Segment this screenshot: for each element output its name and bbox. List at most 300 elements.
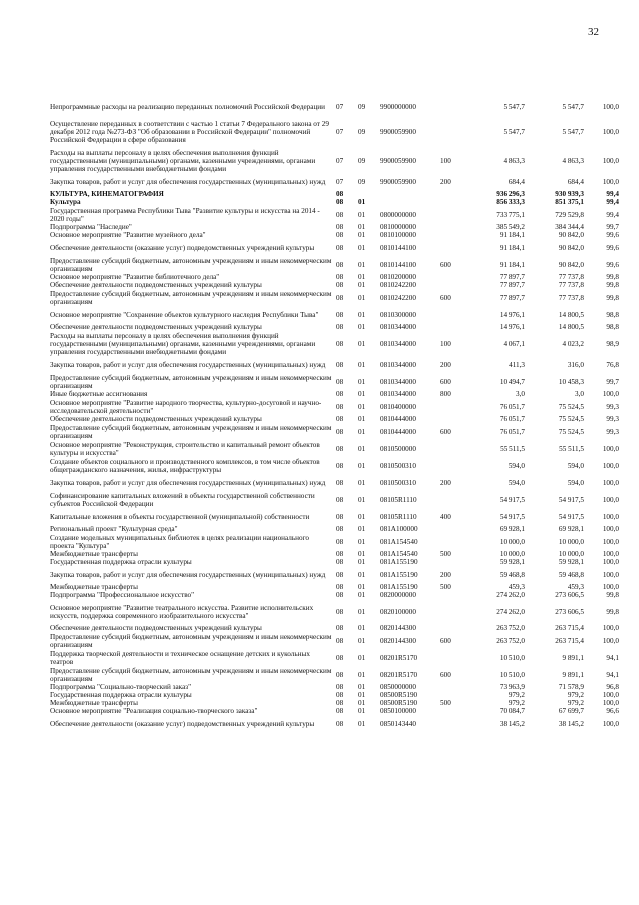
row-target-article: 0810444000 [380, 427, 416, 436]
row-execution-percent: 100,0 [602, 461, 619, 470]
row-section-code: 07 [336, 103, 344, 111]
row-section-code: 08 [336, 653, 344, 662]
row-name: Основное мероприятие "Реконструкция, строительство и капитальный ремонт объектов культуры и искусства" [50, 440, 320, 457]
row-execution-percent: 96,8 [606, 683, 619, 691]
row-section-code: 08 [336, 550, 344, 558]
row-executed-amount: 10 000,0 [558, 550, 584, 558]
table-row [50, 649, 619, 666]
row-target-article: 0820100000 [380, 607, 416, 616]
row-executed-amount: 10 000,0 [558, 537, 584, 546]
row-target-article: 0810000000 [380, 223, 416, 231]
row-execution-percent: 100,0 [602, 512, 619, 521]
row-execution-percent: 100,0 [602, 525, 619, 533]
row-execution-percent: 100,0 [602, 570, 619, 579]
row-execution-percent: 98,8 [606, 323, 619, 331]
row-target-article: 08500R5190 [380, 691, 418, 699]
row-section-code: 08 [336, 683, 344, 691]
table-row [50, 281, 619, 289]
row-executed-amount: 90 842,0 [558, 260, 584, 269]
row-name: Создание модельных муниципальных библиотек в целях реализации национального проекта "Культура" [50, 533, 309, 550]
row-name: Обеспечение деятельности (оказание услуг) подведомственных учреждений культуры [50, 243, 315, 252]
page-number: 32 [588, 26, 599, 38]
row-expense-type [440, 190, 466, 198]
table-row [50, 632, 619, 649]
table-row [50, 323, 619, 331]
row-section-code: 07 [336, 127, 344, 136]
row-section-code: 08 [336, 525, 344, 533]
row-section-code: 08 [336, 223, 344, 231]
row-executed-amount: 75 524,5 [558, 402, 584, 411]
row-name: Основное мероприятие "Сохранение объектов культурного наследия Республики Тыва" [50, 310, 319, 319]
row-planned-amount: 59 928,1 [499, 558, 525, 566]
row-section-code: 08 [336, 558, 344, 566]
row-name: Межбюджетные трансферты [50, 699, 138, 707]
row-expense-type [440, 715, 466, 732]
row-target-article: 9900059900 [380, 156, 416, 165]
row-target-article: 0810344000 [380, 339, 416, 348]
table-row [50, 583, 619, 591]
row-subsection-code: 01 [358, 281, 366, 289]
row-planned-amount: 76 051,7 [499, 427, 525, 436]
row-subsection-code: 01 [358, 461, 366, 470]
row-name: Обеспечение деятельности подведомственных учреждений культуры [50, 323, 262, 331]
row-subsection-code: 01 [358, 591, 366, 599]
table-row [50, 699, 619, 707]
row-name: Расходы на выплаты персоналу в целях обеспечения выполнения функций государственными (муниципальными) органами, казенными учреждениями, органами управления государственными внебюджетными фондами [50, 148, 316, 173]
row-executed-amount: 10 458,3 [558, 377, 584, 386]
row-expense-type [440, 707, 466, 715]
row-planned-amount: 274 262,0 [496, 607, 525, 616]
row-execution-percent: 100,0 [602, 537, 619, 546]
row-executed-amount: 77 737,8 [558, 293, 584, 302]
row-name: Межбюджетные трансферты [50, 583, 138, 591]
row-executed-amount: 69 928,1 [558, 525, 584, 533]
table-row [50, 558, 619, 566]
table-row [50, 423, 619, 440]
table-row [50, 624, 619, 632]
row-name: Капитальные вложения в объекты государственной (муниципальной) собственности [50, 512, 310, 521]
row-execution-percent: 100,0 [602, 127, 619, 136]
row-expense-type [440, 415, 466, 423]
row-section-code: 08 [336, 190, 344, 198]
row-execution-percent: 99,3 [606, 427, 619, 436]
row-execution-percent: 100,0 [602, 699, 619, 707]
row-target-article [380, 190, 440, 198]
row-section-code: 08 [336, 461, 344, 470]
row-target-article: 081A155190 [380, 558, 418, 566]
row-name: Расходы на выплаты персоналу в целях обеспечения выполнения функций государственными (муниципальными) органами, казенными учреждениями, органами управления государственными внебюджетными фондами [50, 331, 316, 356]
table-row [50, 691, 619, 699]
row-name: Осуществление переданных в соответствии с частью 1 статьи 7 Федерального закона от 29 декабря 2012 года №273-ФЗ "Об образовании в Российской Федерации" полномочий Российской Федерации в сфере образования [50, 119, 329, 144]
row-planned-amount: 4 863,3 [503, 156, 525, 165]
row-target-article: 0810242200 [380, 281, 416, 289]
row-target-article: 0850000000 [380, 683, 416, 691]
row-subsection-code: 01 [358, 719, 366, 728]
row-expense-type [440, 591, 466, 599]
row-planned-amount: 3,0 [516, 390, 525, 398]
row-planned-amount: 10 000,0 [499, 537, 525, 546]
row-planned-amount: 70 084,7 [499, 707, 525, 715]
table-row [50, 190, 619, 198]
row-name: Иные бюджетные ассигнования [50, 390, 148, 398]
table-row [50, 373, 619, 390]
row-executed-amount: 71 578,9 [558, 683, 584, 691]
row-name: Предоставление субсидий бюджетным, автономным учреждениям и иным некоммерческим организациям [50, 632, 332, 649]
row-planned-amount: 10 000,0 [499, 550, 525, 558]
table-row [50, 198, 619, 206]
table-row [50, 115, 619, 148]
row-expense-type [440, 558, 466, 566]
row-subsection-code: 01 [358, 444, 366, 453]
row-planned-amount: 14 976,1 [499, 310, 525, 319]
row-name: Предоставление субсидий бюджетным, автономным учреждениям и иным некоммерческим организациям [50, 256, 332, 273]
row-executed-amount: 594,0 [567, 478, 584, 487]
row-subsection-code: 01 [358, 402, 366, 411]
row-target-article: 0850143440 [380, 719, 416, 728]
row-name: Государственная программа Республики Тыва "Развитие культуры и искусства на 2014 - 2020 годы" [50, 206, 320, 223]
row-subsection-code: 09 [358, 127, 366, 136]
row-name: Региональный проект "Культурная среда" [50, 525, 178, 533]
row-name: Основное мероприятие "Развитие музейного дела" [50, 231, 206, 239]
table-row [50, 390, 619, 398]
row-expense-type [440, 440, 466, 457]
row-target-article: 081A154540 [380, 550, 418, 558]
row-execution-percent: 100,0 [602, 495, 619, 504]
row-planned-amount: 77 897,7 [499, 281, 525, 289]
row-name: Межбюджетные трансферты [50, 550, 138, 558]
row-planned-amount: 979,2 [508, 699, 525, 707]
table-row [50, 99, 619, 115]
row-subsection-code [358, 190, 380, 198]
table-row [50, 599, 619, 624]
row-target-article: 0800000000 [380, 210, 416, 219]
row-section-code: 08 [336, 360, 344, 369]
row-name: Предоставление субсидий бюджетным, автономным учреждениям и иным некоммерческим организациям [50, 423, 332, 440]
row-subsection-code: 01 [358, 223, 366, 231]
row-planned-amount: 10 510,0 [499, 670, 525, 679]
row-name: Государственная поддержка отрасли культуры [50, 558, 192, 566]
row-executed-amount: 979,2 [567, 699, 584, 707]
row-subsection-code: 01 [358, 636, 366, 645]
row-execution-percent: 99,6 [606, 260, 619, 269]
row-executed-amount: 729 529,8 [555, 210, 584, 219]
row-target-article: 081A155190 [380, 583, 418, 591]
row-section-code: 08 [336, 719, 344, 728]
row-target-article: 0810242200 [380, 293, 416, 302]
row-planned-amount: 91 184,1 [499, 243, 525, 252]
row-executed-amount: 9 891,1 [562, 653, 584, 662]
table-row [50, 173, 619, 190]
row-section-code: 08 [336, 415, 344, 423]
row-execution-percent: 96,6 [606, 707, 619, 715]
row-planned-amount: 10 494,7 [499, 377, 525, 386]
row-expense-type [440, 457, 466, 474]
row-execution-percent: 100,0 [602, 478, 619, 487]
table-row [50, 289, 619, 306]
row-section-code: 08 [336, 583, 344, 591]
row-expense-type: 600 [440, 377, 451, 386]
row-expense-type [440, 99, 466, 115]
row-planned-amount: 55 511,5 [500, 444, 525, 453]
row-expense-type: 600 [440, 636, 451, 645]
row-executed-amount: 67 699,7 [558, 707, 584, 715]
row-executed-amount: 384 344,4 [555, 223, 584, 231]
row-target-article: 0810100000 [380, 231, 416, 239]
row-executed-amount: 55 511,5 [559, 444, 584, 453]
row-executed-amount: 14 800,5 [558, 323, 584, 331]
row-execution-percent: 76,8 [606, 360, 619, 369]
row-expense-type: 400 [440, 512, 451, 521]
row-section-code: 08 [336, 402, 344, 411]
row-section-code: 08 [336, 377, 344, 386]
row-execution-percent: 99,4 [606, 198, 619, 206]
row-planned-amount: 385 549,2 [496, 223, 525, 231]
row-name: Подпрограмма "Профессиональное искусство" [50, 591, 195, 599]
row-subsection-code: 01 [358, 550, 366, 558]
row-planned-amount: 54 917,5 [499, 512, 525, 521]
row-expense-type: 500 [440, 550, 451, 558]
row-executed-amount: 54 917,5 [558, 495, 584, 504]
row-name: Предоставление субсидий бюджетным, автономным учреждениям и иным некоммерческим организациям [50, 666, 332, 683]
row-name: Закупка товаров, работ и услуг для обеспечения государственных (муниципальных) нужд [50, 177, 326, 186]
row-expense-type [440, 533, 466, 550]
row-name: Закупка товаров, работ и услуг для обеспечения государственных (муниципальных) нужд [50, 478, 326, 487]
row-target-article: 0820000000 [380, 591, 416, 599]
table-row [50, 148, 619, 173]
row-target-article: 0810344000 [380, 390, 416, 398]
row-execution-percent: 99,6 [606, 231, 619, 239]
row-expense-type: 200 [440, 478, 451, 487]
row-target-article: 0810344000 [380, 323, 416, 331]
row-expense-type [440, 223, 466, 231]
table-row [50, 474, 619, 491]
row-expense-type: 600 [440, 260, 451, 269]
row-section-code: 07 [336, 177, 344, 186]
row-subsection-code: 01 [358, 495, 366, 504]
row-planned-amount: 594,0 [508, 461, 525, 470]
row-planned-amount: 77 897,7 [499, 293, 525, 302]
row-planned-amount: 684,4 [508, 177, 525, 186]
row-target-article: 0850100000 [380, 707, 416, 715]
row-target-article: 0810444000 [380, 415, 416, 423]
row-target-article: 0820144300 [380, 624, 416, 632]
table-row [50, 256, 619, 273]
row-executed-amount: 459,3 [567, 583, 584, 591]
row-executed-amount: 77 737,8 [558, 281, 584, 289]
row-expense-type [440, 624, 466, 632]
row-subsection-code: 01 [358, 260, 366, 269]
row-executed-amount: 9 891,1 [562, 670, 584, 679]
row-expense-type [440, 691, 466, 699]
row-name: Основное мероприятие "Развитие народного творчества, культурно-досуговой и научно-исследовательской деятельности" [50, 398, 322, 415]
row-name: Предоставление субсидий бюджетным, автономным учреждениям и иным некоммерческим организациям [50, 373, 332, 390]
row-section-code: 08 [336, 478, 344, 487]
row-executed-amount: 273 606,5 [555, 607, 584, 616]
row-section-code: 08 [336, 707, 344, 715]
row-subsection-code: 01 [358, 570, 366, 579]
row-section-code: 08 [336, 427, 344, 436]
row-subsection-code: 01 [358, 512, 366, 521]
row-execution-percent: 99,7 [606, 377, 619, 386]
row-planned-amount: 38 145,2 [499, 719, 525, 728]
table-row [50, 331, 619, 356]
row-target-article: 0810144100 [380, 260, 416, 269]
row-target-article: 9900059900 [380, 177, 416, 186]
row-section-code: 08 [336, 699, 344, 707]
row-planned-amount: 76 051,7 [499, 402, 525, 411]
row-planned-amount: 10 510,0 [499, 653, 525, 662]
table-row [50, 398, 619, 415]
table-row [50, 533, 619, 550]
row-target-article: 0810500310 [380, 461, 416, 470]
row-name: Непрограммные расходы на реализацию переданных полномочий Российской Федерации [50, 103, 325, 111]
row-name: Подпрограмма "Наследие" [50, 223, 132, 231]
row-target-article: 08201R5170 [380, 670, 418, 679]
table-row [50, 415, 619, 423]
table-row [50, 273, 619, 281]
row-target-article: 08105R1110 [380, 512, 417, 521]
row-execution-percent: 99,8 [606, 293, 619, 302]
table-row [50, 525, 619, 533]
row-executed-amount: 14 800,5 [558, 310, 584, 319]
row-executed-amount: 59 468,8 [558, 570, 584, 579]
row-planned-amount: 5 547,7 [503, 127, 525, 136]
row-execution-percent: 99,3 [606, 415, 619, 423]
row-expense-type [440, 239, 466, 256]
row-subsection-code: 01 [358, 293, 366, 302]
row-name: Подпрограмма "Социально-творческий заказ" [50, 683, 192, 691]
table-row [50, 231, 619, 239]
row-section-code: 08 [336, 512, 344, 521]
row-execution-percent: 99,8 [606, 591, 619, 599]
row-subsection-code: 01 [358, 360, 366, 369]
row-execution-percent: 94,1 [606, 653, 619, 662]
table-row [50, 491, 619, 508]
row-section-code: 08 [336, 310, 344, 319]
row-subsection-code: 09 [358, 103, 366, 111]
row-executed-amount: 59 928,1 [558, 558, 584, 566]
row-execution-percent: 100,0 [602, 177, 619, 186]
row-execution-percent: 98,9 [606, 339, 619, 348]
row-executed-amount: 77 737,8 [558, 273, 584, 281]
row-expense-type: 200 [440, 570, 451, 579]
row-executed-amount: 5 547,7 [562, 103, 584, 111]
row-section-code: 08 [336, 323, 344, 331]
row-subsection-code: 01 [358, 691, 366, 699]
row-target-article: 0820144300 [380, 636, 416, 645]
row-target-article [380, 198, 440, 206]
row-target-article: 081A154540 [380, 537, 418, 546]
row-section-code: 08 [336, 607, 344, 616]
row-target-article: 081A155190 [380, 570, 418, 579]
row-expense-type [440, 306, 466, 323]
row-subsection-code: 01 [358, 699, 366, 707]
row-section-code: 08 [336, 636, 344, 645]
table-row [50, 306, 619, 323]
row-execution-percent: 99,4 [606, 210, 619, 219]
row-subsection-code: 09 [358, 177, 366, 186]
row-expense-type: 800 [440, 390, 451, 398]
row-planned-amount: 5 547,7 [503, 103, 525, 111]
row-executed-amount: 4 863,3 [562, 156, 584, 165]
row-section-code: 08 [336, 198, 344, 206]
row-name: Основное мероприятие "Развитие библиотечного дела" [50, 273, 220, 281]
row-subsection-code: 01 [358, 210, 366, 219]
row-target-article: 08500R5190 [380, 699, 418, 707]
row-expense-type [440, 231, 466, 239]
row-target-article: 08105R1110 [380, 495, 417, 504]
row-planned-amount: 459,3 [508, 583, 525, 591]
row-section-code: 08 [336, 390, 344, 398]
row-expense-type: 200 [440, 177, 451, 186]
row-target-article: 081A100000 [380, 525, 418, 533]
table-row [50, 566, 619, 583]
row-section-code: 08 [336, 260, 344, 269]
row-target-article: 9900000000 [380, 103, 416, 111]
row-section-code: 08 [336, 293, 344, 302]
row-expense-type: 600 [440, 670, 451, 679]
row-target-article: 0810400000 [380, 402, 416, 411]
row-section-code: 08 [336, 495, 344, 504]
row-execution-percent: 100,0 [602, 444, 619, 453]
row-section-code: 08 [336, 231, 344, 239]
row-section-code: 08 [336, 691, 344, 699]
row-name: Предоставление субсидий бюджетным, автономным учреждениям и иным некоммерческим организациям [50, 289, 332, 306]
row-name: Государственная поддержка отрасли культуры [50, 691, 192, 699]
table-row [50, 239, 619, 256]
row-subsection-code: 01 [358, 670, 366, 679]
table-row [50, 715, 619, 732]
row-planned-amount: 91 184,1 [499, 260, 525, 269]
row-execution-percent: 100,0 [602, 624, 619, 632]
row-expense-type [440, 115, 466, 148]
row-execution-percent: 99,3 [606, 402, 619, 411]
row-planned-amount: 76 051,7 [499, 415, 525, 423]
row-planned-amount: 263 752,0 [496, 636, 525, 645]
table-row [50, 356, 619, 373]
row-section-code: 07 [336, 156, 344, 165]
row-expense-type [440, 206, 466, 223]
row-execution-percent: 99,8 [606, 281, 619, 289]
row-execution-percent: 100,0 [602, 691, 619, 699]
row-execution-percent: 99,4 [606, 190, 619, 198]
row-execution-percent: 100,0 [602, 636, 619, 645]
row-executed-amount: 263 715,4 [555, 624, 584, 632]
row-planned-amount: 274 262,0 [496, 591, 525, 599]
row-planned-amount: 54 917,5 [499, 495, 525, 504]
row-name: Основное мероприятие "Реализация социально-творческого заказа" [50, 707, 258, 715]
row-execution-percent: 100,0 [602, 583, 619, 591]
row-expense-type [440, 491, 466, 508]
row-executed-amount: 930 939,3 [555, 190, 584, 198]
row-name: Закупка товаров, работ и услуг для обеспечения государственных (муниципальных) нужд [50, 360, 326, 369]
row-name: Закупка товаров, работ и услуг для обеспечения государственных (муниципальных) нужд [50, 570, 326, 579]
row-expense-type [440, 525, 466, 533]
row-name: Обеспечение деятельности подведомственных учреждений культуры [50, 624, 262, 632]
row-target-article: 0810500000 [380, 444, 416, 453]
row-execution-percent: 99,8 [606, 607, 619, 616]
row-execution-percent: 100,0 [602, 558, 619, 566]
row-expense-type: 100 [440, 339, 451, 348]
row-subsection-code: 01 [358, 231, 366, 239]
row-target-article: 0810300000 [380, 310, 416, 319]
row-executed-amount: 273 606,5 [555, 591, 584, 599]
row-section-code: 08 [336, 281, 344, 289]
row-name: Поддержка творческой деятельности и техническое оснащение детских и кукольных театров [50, 649, 310, 666]
row-planned-amount: 594,0 [508, 478, 525, 487]
row-execution-percent: 94,1 [606, 670, 619, 679]
row-expense-type: 600 [440, 427, 451, 436]
